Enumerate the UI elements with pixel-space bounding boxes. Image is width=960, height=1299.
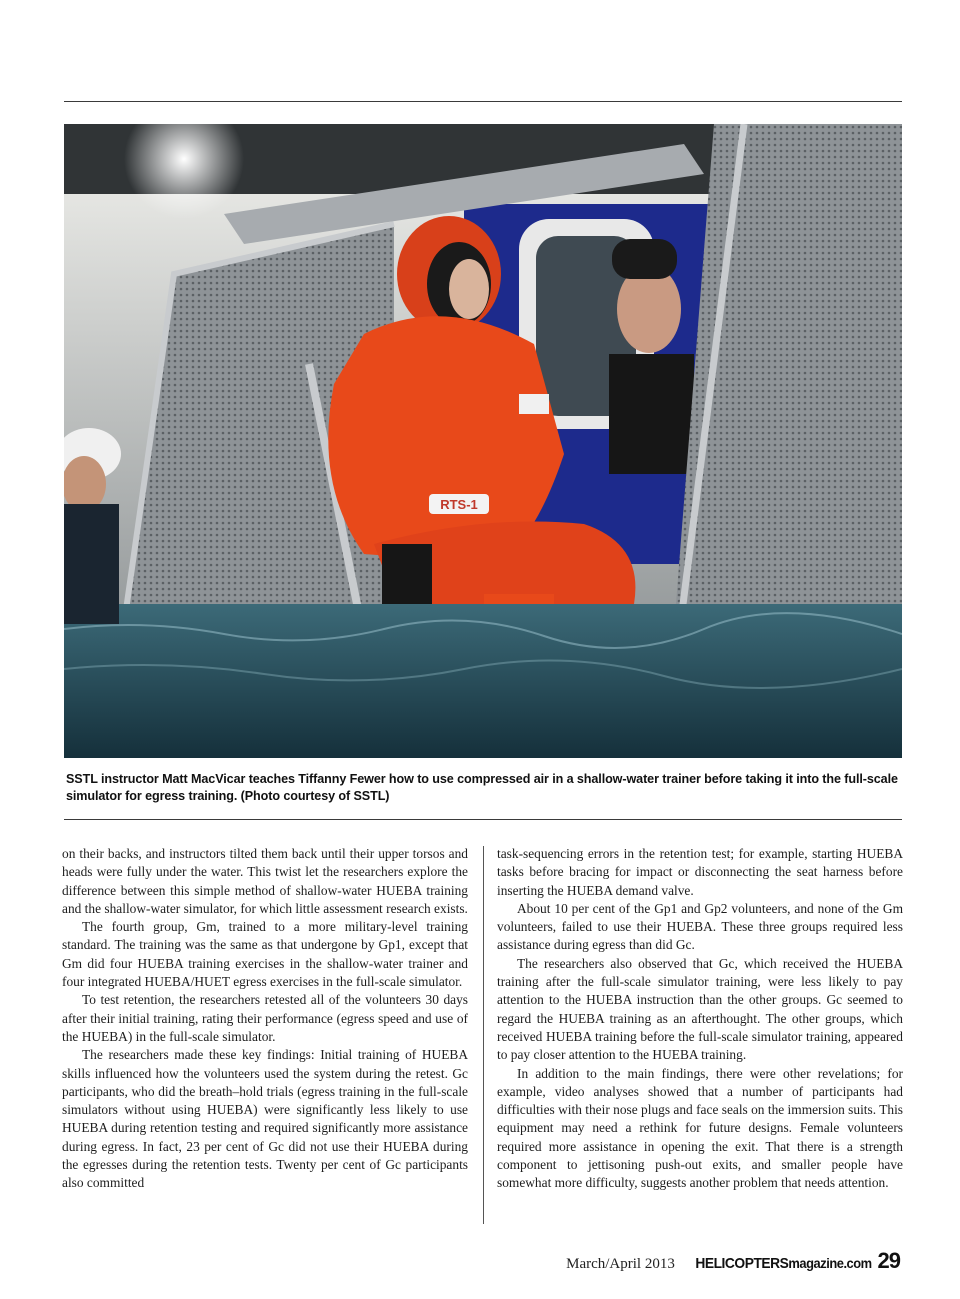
photo-caption: SSTL instructor Matt MacVicar teaches Tiffanny Fewer how to use compressed air in a shallow-water trainer before taking it into the full-scale simulator for egress training. (Photo courtesy of SSTL): [66, 772, 898, 803]
page-footer: [566, 1248, 900, 1278]
suit-badge-text: RTS-1: [440, 497, 478, 512]
paragraph: on their backs, and instructors tilted them back until their upper torsos and heads were fully under the water. This twist let the researchers explore the difference between this simple method of shallow-water HUEBA training and the shallow-water simulator, for which little assessment research exists.: [62, 846, 468, 916]
article-column-right: [497, 845, 903, 1193]
caption-rule: [64, 819, 902, 820]
paragraph: To test retention, the researchers retested all of the volunteers 30 days after their initial training, rating their performance (egress speed and use of the HUEBA) in the full-scale simulator.: [62, 992, 468, 1044]
paragraph: The fourth group, Gm, trained to a more military-level training standard. The training was the same as that undergone by Gp1, except that Gm did four HUEBA training exercises in the shallow-water trainer and four integrated HUEBA/HUET egress exercises in the full-scale simulator.: [62, 919, 468, 990]
photo-illustration: [64, 124, 902, 758]
paragraph: In addition to the main findings, there were other revelations; for example, video analyses showed that a number of participants had difficulties with their nose plugs and face seals on the immersion suits. This equipment may need a rethink for future designs. Female volunteers required more assistance in opening the exit. That there is a strength component to jettisoning push-out exits, and smaller people have somewhat more difficulty, suggests another problem that needs attention.: [497, 1065, 903, 1191]
paragraph: task-sequencing errors in the retention test; for example, starting HUEBA tasks before bracing for impact or disconnecting the seat harness before inserting the HUEBA demand valve.: [497, 846, 903, 898]
paragraph: About 10 per cent of the Gp1 and Gp2 volunteers, and none of the Gm volunteers, failed to use their HUEBA. These three groups required less assistance during egress than did Gc.: [497, 900, 903, 953]
paragraph: The researchers also observed that Gc, which received the HUEBA training after the full-scale simulator training, were less likely to pay attention to the HUEBA instruction than the other groups. Gc seemed to regard the HUEBA training as an afterthought. The other groups, which received HUEBA training before the full-scale simulator training, appeared to pay closer attention to the HUEBA training.: [497, 955, 903, 1063]
magazine-url[interactable]: [695, 1255, 871, 1272]
article-photo: [64, 124, 902, 758]
article-column-left: [62, 845, 468, 1193]
magazine-url-suffix: magazine.com: [788, 1255, 872, 1271]
paragraph: The researchers made these key findings: Initial training of HUEBA skills influenced how the volunteers used the system during the retest. Gc participants, who did the breath–hold trials (egress training in the full-scale simulators without using HUEBA) were significantly less likely to use HUEBA during retention testing and required significantly more assistance during egress. In fact, 23 per cent of Gc did not use their HUEBA during the egresses during the retention tests. Twenty per cent of Gc participants also committed: [62, 1047, 468, 1191]
column-divider: [483, 846, 484, 1224]
issue-date: March/April 2013: [566, 1256, 675, 1272]
page-number: 29: [877, 1248, 900, 1273]
top-rule: [64, 101, 902, 102]
pool-water: [64, 604, 902, 758]
magazine-url-main: HELICOPTERS: [695, 1255, 789, 1272]
